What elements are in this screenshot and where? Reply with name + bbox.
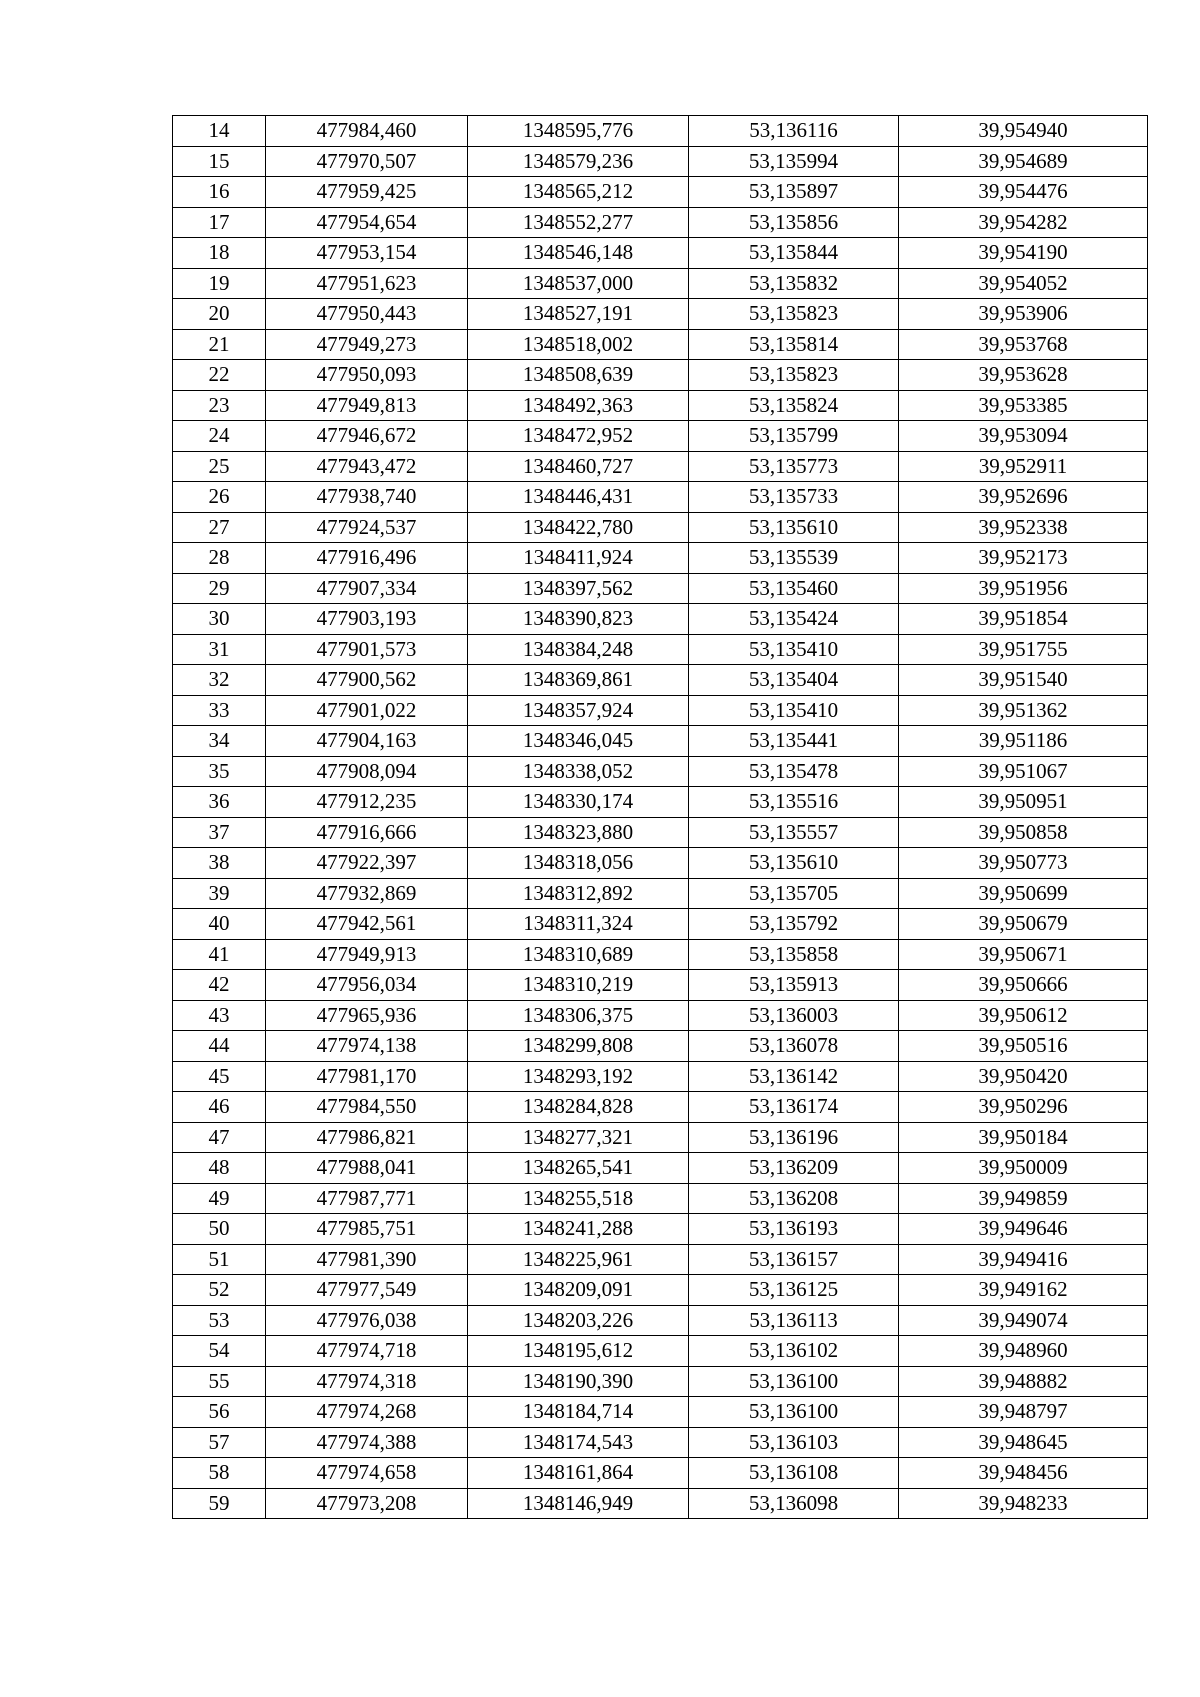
x-coordinate-cell: 477965,936 — [266, 1000, 468, 1031]
point-number-cell: 17 — [173, 207, 266, 238]
y-coordinate-cell: 1348579,236 — [468, 146, 689, 177]
longitude-cell: 39,953906 — [899, 299, 1148, 330]
longitude-cell: 39,950679 — [899, 909, 1148, 940]
x-coordinate-cell: 477912,235 — [266, 787, 468, 818]
point-number-cell: 40 — [173, 909, 266, 940]
x-coordinate-cell: 477946,672 — [266, 421, 468, 452]
point-number-cell: 41 — [173, 939, 266, 970]
latitude-cell: 53,136208 — [689, 1183, 899, 1214]
x-coordinate-cell: 477942,561 — [266, 909, 468, 940]
x-coordinate-cell: 477949,273 — [266, 329, 468, 360]
latitude-cell: 53,135705 — [689, 878, 899, 909]
longitude-cell: 39,953628 — [899, 360, 1148, 391]
y-coordinate-cell: 1348174,543 — [468, 1427, 689, 1458]
longitude-cell: 39,950858 — [899, 817, 1148, 848]
x-coordinate-cell: 477953,154 — [266, 238, 468, 269]
table-row — [173, 970, 1148, 1001]
table-row — [173, 543, 1148, 574]
x-coordinate-cell: 477987,771 — [266, 1183, 468, 1214]
latitude-cell: 53,135814 — [689, 329, 899, 360]
y-coordinate-cell: 1348318,056 — [468, 848, 689, 879]
y-coordinate-cell: 1348241,288 — [468, 1214, 689, 1245]
x-coordinate-cell: 477984,550 — [266, 1092, 468, 1123]
latitude-cell: 53,136157 — [689, 1244, 899, 1275]
latitude-cell: 53,136108 — [689, 1458, 899, 1489]
y-coordinate-cell: 1348312,892 — [468, 878, 689, 909]
y-coordinate-cell: 1348397,562 — [468, 573, 689, 604]
latitude-cell: 53,135844 — [689, 238, 899, 269]
y-coordinate-cell: 1348565,212 — [468, 177, 689, 208]
table-row — [173, 909, 1148, 940]
latitude-cell: 53,135858 — [689, 939, 899, 970]
point-number-cell: 21 — [173, 329, 266, 360]
longitude-cell: 39,952173 — [899, 543, 1148, 574]
x-coordinate-cell: 477916,666 — [266, 817, 468, 848]
x-coordinate-cell: 477974,718 — [266, 1336, 468, 1367]
y-coordinate-cell: 1348446,431 — [468, 482, 689, 513]
table-row — [173, 1061, 1148, 1092]
longitude-cell: 39,950009 — [899, 1153, 1148, 1184]
latitude-cell: 53,135832 — [689, 268, 899, 299]
latitude-cell: 53,135410 — [689, 695, 899, 726]
point-number-cell: 29 — [173, 573, 266, 604]
x-coordinate-cell: 477959,425 — [266, 177, 468, 208]
point-number-cell: 18 — [173, 238, 266, 269]
longitude-cell: 39,948645 — [899, 1427, 1148, 1458]
table-row — [173, 390, 1148, 421]
latitude-cell: 53,135733 — [689, 482, 899, 513]
x-coordinate-cell: 477900,562 — [266, 665, 468, 696]
y-coordinate-cell: 1348552,277 — [468, 207, 689, 238]
y-coordinate-cell: 1348203,226 — [468, 1305, 689, 1336]
longitude-cell: 39,952338 — [899, 512, 1148, 543]
x-coordinate-cell: 477974,388 — [266, 1427, 468, 1458]
longitude-cell: 39,951067 — [899, 756, 1148, 787]
table-row — [173, 1000, 1148, 1031]
latitude-cell: 53,136003 — [689, 1000, 899, 1031]
x-coordinate-cell: 477916,496 — [266, 543, 468, 574]
table-row — [173, 1275, 1148, 1306]
point-number-cell: 24 — [173, 421, 266, 452]
latitude-cell: 53,135460 — [689, 573, 899, 604]
table-row — [173, 1305, 1148, 1336]
x-coordinate-cell: 477984,460 — [266, 116, 468, 147]
table-row — [173, 268, 1148, 299]
x-coordinate-cell: 477924,537 — [266, 512, 468, 543]
table-row — [173, 360, 1148, 391]
point-number-cell: 49 — [173, 1183, 266, 1214]
point-number-cell: 38 — [173, 848, 266, 879]
point-number-cell: 26 — [173, 482, 266, 513]
y-coordinate-cell: 1348255,518 — [468, 1183, 689, 1214]
longitude-cell: 39,953385 — [899, 390, 1148, 421]
x-coordinate-cell: 477907,334 — [266, 573, 468, 604]
y-coordinate-cell: 1348146,949 — [468, 1488, 689, 1519]
point-number-cell: 23 — [173, 390, 266, 421]
table-row — [173, 1427, 1148, 1458]
table-row — [173, 787, 1148, 818]
longitude-cell: 39,949162 — [899, 1275, 1148, 1306]
y-coordinate-cell: 1348518,002 — [468, 329, 689, 360]
y-coordinate-cell: 1348184,714 — [468, 1397, 689, 1428]
latitude-cell: 53,135516 — [689, 787, 899, 818]
latitude-cell: 53,135897 — [689, 177, 899, 208]
x-coordinate-cell: 477949,813 — [266, 390, 468, 421]
point-number-cell: 14 — [173, 116, 266, 147]
coordinates-table — [172, 115, 1148, 1519]
table-row — [173, 1366, 1148, 1397]
table-row — [173, 299, 1148, 330]
latitude-cell: 53,136102 — [689, 1336, 899, 1367]
y-coordinate-cell: 1348310,219 — [468, 970, 689, 1001]
coordinates-table-body — [173, 116, 1148, 1519]
y-coordinate-cell: 1348225,961 — [468, 1244, 689, 1275]
y-coordinate-cell: 1348195,612 — [468, 1336, 689, 1367]
longitude-cell: 39,954282 — [899, 207, 1148, 238]
point-number-cell: 51 — [173, 1244, 266, 1275]
y-coordinate-cell: 1348161,864 — [468, 1458, 689, 1489]
y-coordinate-cell: 1348346,045 — [468, 726, 689, 757]
x-coordinate-cell: 477988,041 — [266, 1153, 468, 1184]
y-coordinate-cell: 1348527,191 — [468, 299, 689, 330]
table-row — [173, 1214, 1148, 1245]
point-number-cell: 36 — [173, 787, 266, 818]
point-number-cell: 45 — [173, 1061, 266, 1092]
point-number-cell: 25 — [173, 451, 266, 482]
longitude-cell: 39,948233 — [899, 1488, 1148, 1519]
x-coordinate-cell: 477938,740 — [266, 482, 468, 513]
x-coordinate-cell: 477974,138 — [266, 1031, 468, 1062]
point-number-cell: 37 — [173, 817, 266, 848]
longitude-cell: 39,950184 — [899, 1122, 1148, 1153]
table-row — [173, 146, 1148, 177]
longitude-cell: 39,950671 — [899, 939, 1148, 970]
longitude-cell: 39,949074 — [899, 1305, 1148, 1336]
y-coordinate-cell: 1348330,174 — [468, 787, 689, 818]
latitude-cell: 53,135441 — [689, 726, 899, 757]
table-row — [173, 512, 1148, 543]
longitude-cell: 39,950420 — [899, 1061, 1148, 1092]
x-coordinate-cell: 477956,034 — [266, 970, 468, 1001]
x-coordinate-cell: 477922,397 — [266, 848, 468, 879]
point-number-cell: 58 — [173, 1458, 266, 1489]
point-number-cell: 56 — [173, 1397, 266, 1428]
point-number-cell: 53 — [173, 1305, 266, 1336]
x-coordinate-cell: 477901,573 — [266, 634, 468, 665]
table-row — [173, 1183, 1148, 1214]
x-coordinate-cell: 477973,208 — [266, 1488, 468, 1519]
table-row — [173, 604, 1148, 635]
longitude-cell: 39,950773 — [899, 848, 1148, 879]
x-coordinate-cell: 477974,268 — [266, 1397, 468, 1428]
point-number-cell: 50 — [173, 1214, 266, 1245]
table-row — [173, 848, 1148, 879]
longitude-cell: 39,953768 — [899, 329, 1148, 360]
table-row — [173, 329, 1148, 360]
x-coordinate-cell: 477903,193 — [266, 604, 468, 635]
table-row — [173, 1397, 1148, 1428]
longitude-cell: 39,954190 — [899, 238, 1148, 269]
x-coordinate-cell: 477932,869 — [266, 878, 468, 909]
point-number-cell: 27 — [173, 512, 266, 543]
table-row — [173, 1336, 1148, 1367]
longitude-cell: 39,950516 — [899, 1031, 1148, 1062]
longitude-cell: 39,951755 — [899, 634, 1148, 665]
table-row — [173, 1488, 1148, 1519]
latitude-cell: 53,135823 — [689, 360, 899, 391]
y-coordinate-cell: 1348460,727 — [468, 451, 689, 482]
x-coordinate-cell: 477970,507 — [266, 146, 468, 177]
longitude-cell: 39,950699 — [899, 878, 1148, 909]
longitude-cell: 39,948882 — [899, 1366, 1148, 1397]
longitude-cell: 39,954052 — [899, 268, 1148, 299]
point-number-cell: 52 — [173, 1275, 266, 1306]
y-coordinate-cell: 1348508,639 — [468, 360, 689, 391]
table-row — [173, 726, 1148, 757]
point-number-cell: 22 — [173, 360, 266, 391]
longitude-cell: 39,954940 — [899, 116, 1148, 147]
latitude-cell: 53,135773 — [689, 451, 899, 482]
longitude-cell: 39,954476 — [899, 177, 1148, 208]
longitude-cell: 39,952911 — [899, 451, 1148, 482]
table-row — [173, 421, 1148, 452]
longitude-cell: 39,951854 — [899, 604, 1148, 635]
y-coordinate-cell: 1348310,689 — [468, 939, 689, 970]
x-coordinate-cell: 477908,094 — [266, 756, 468, 787]
point-number-cell: 57 — [173, 1427, 266, 1458]
latitude-cell: 53,136209 — [689, 1153, 899, 1184]
x-coordinate-cell: 477974,658 — [266, 1458, 468, 1489]
table-row — [173, 756, 1148, 787]
latitude-cell: 53,136098 — [689, 1488, 899, 1519]
table-row — [173, 116, 1148, 147]
latitude-cell: 53,135404 — [689, 665, 899, 696]
point-number-cell: 35 — [173, 756, 266, 787]
latitude-cell: 53,135610 — [689, 848, 899, 879]
y-coordinate-cell: 1348537,000 — [468, 268, 689, 299]
point-number-cell: 55 — [173, 1366, 266, 1397]
y-coordinate-cell: 1348299,808 — [468, 1031, 689, 1062]
latitude-cell: 53,136125 — [689, 1275, 899, 1306]
y-coordinate-cell: 1348492,363 — [468, 390, 689, 421]
latitude-cell: 53,135799 — [689, 421, 899, 452]
point-number-cell: 54 — [173, 1336, 266, 1367]
latitude-cell: 53,135557 — [689, 817, 899, 848]
y-coordinate-cell: 1348323,880 — [468, 817, 689, 848]
latitude-cell: 53,136100 — [689, 1397, 899, 1428]
y-coordinate-cell: 1348384,248 — [468, 634, 689, 665]
latitude-cell: 53,136142 — [689, 1061, 899, 1092]
y-coordinate-cell: 1348595,776 — [468, 116, 689, 147]
point-number-cell: 31 — [173, 634, 266, 665]
y-coordinate-cell: 1348306,375 — [468, 1000, 689, 1031]
longitude-cell: 39,948797 — [899, 1397, 1148, 1428]
table-row — [173, 1122, 1148, 1153]
latitude-cell: 53,135823 — [689, 299, 899, 330]
y-coordinate-cell: 1348411,924 — [468, 543, 689, 574]
latitude-cell: 53,135610 — [689, 512, 899, 543]
longitude-cell: 39,953094 — [899, 421, 1148, 452]
table-row — [173, 1031, 1148, 1062]
longitude-cell: 39,949646 — [899, 1214, 1148, 1245]
x-coordinate-cell: 477981,390 — [266, 1244, 468, 1275]
x-coordinate-cell: 477954,654 — [266, 207, 468, 238]
longitude-cell: 39,951186 — [899, 726, 1148, 757]
table-row — [173, 177, 1148, 208]
latitude-cell: 53,136100 — [689, 1366, 899, 1397]
latitude-cell: 53,135792 — [689, 909, 899, 940]
x-coordinate-cell: 477950,093 — [266, 360, 468, 391]
point-number-cell: 44 — [173, 1031, 266, 1062]
point-number-cell: 59 — [173, 1488, 266, 1519]
x-coordinate-cell: 477981,170 — [266, 1061, 468, 1092]
point-number-cell: 32 — [173, 665, 266, 696]
x-coordinate-cell: 477951,623 — [266, 268, 468, 299]
point-number-cell: 20 — [173, 299, 266, 330]
latitude-cell: 53,136196 — [689, 1122, 899, 1153]
longitude-cell: 39,950612 — [899, 1000, 1148, 1031]
point-number-cell: 15 — [173, 146, 266, 177]
table-row — [173, 482, 1148, 513]
latitude-cell: 53,136113 — [689, 1305, 899, 1336]
longitude-cell: 39,954689 — [899, 146, 1148, 177]
longitude-cell: 39,951362 — [899, 695, 1148, 726]
point-number-cell: 39 — [173, 878, 266, 909]
point-number-cell: 48 — [173, 1153, 266, 1184]
table-row — [173, 451, 1148, 482]
x-coordinate-cell: 477904,163 — [266, 726, 468, 757]
longitude-cell: 39,948456 — [899, 1458, 1148, 1489]
point-number-cell: 34 — [173, 726, 266, 757]
x-coordinate-cell: 477901,022 — [266, 695, 468, 726]
y-coordinate-cell: 1348209,091 — [468, 1275, 689, 1306]
latitude-cell: 53,136116 — [689, 116, 899, 147]
latitude-cell: 53,135478 — [689, 756, 899, 787]
table-row — [173, 817, 1148, 848]
latitude-cell: 53,136193 — [689, 1214, 899, 1245]
table-row — [173, 573, 1148, 604]
point-number-cell: 42 — [173, 970, 266, 1001]
longitude-cell: 39,952696 — [899, 482, 1148, 513]
x-coordinate-cell: 477985,751 — [266, 1214, 468, 1245]
y-coordinate-cell: 1348190,390 — [468, 1366, 689, 1397]
x-coordinate-cell: 477976,038 — [266, 1305, 468, 1336]
table-row — [173, 939, 1148, 970]
y-coordinate-cell: 1348338,052 — [468, 756, 689, 787]
y-coordinate-cell: 1348277,321 — [468, 1122, 689, 1153]
table-row — [173, 207, 1148, 238]
y-coordinate-cell: 1348369,861 — [468, 665, 689, 696]
latitude-cell: 53,135856 — [689, 207, 899, 238]
y-coordinate-cell: 1348472,952 — [468, 421, 689, 452]
point-number-cell: 19 — [173, 268, 266, 299]
point-number-cell: 30 — [173, 604, 266, 635]
longitude-cell: 39,950951 — [899, 787, 1148, 818]
table-row — [173, 1244, 1148, 1275]
point-number-cell: 47 — [173, 1122, 266, 1153]
x-coordinate-cell: 477950,443 — [266, 299, 468, 330]
table-row — [173, 1458, 1148, 1489]
table-row — [173, 1092, 1148, 1123]
table-row — [173, 634, 1148, 665]
longitude-cell: 39,948960 — [899, 1336, 1148, 1367]
longitude-cell: 39,950296 — [899, 1092, 1148, 1123]
table-row — [173, 878, 1148, 909]
x-coordinate-cell: 477943,472 — [266, 451, 468, 482]
table-row — [173, 1153, 1148, 1184]
point-number-cell: 46 — [173, 1092, 266, 1123]
y-coordinate-cell: 1348311,324 — [468, 909, 689, 940]
latitude-cell: 53,135824 — [689, 390, 899, 421]
longitude-cell: 39,949416 — [899, 1244, 1148, 1275]
x-coordinate-cell: 477977,549 — [266, 1275, 468, 1306]
longitude-cell: 39,951540 — [899, 665, 1148, 696]
latitude-cell: 53,135994 — [689, 146, 899, 177]
longitude-cell: 39,950666 — [899, 970, 1148, 1001]
longitude-cell: 39,951956 — [899, 573, 1148, 604]
y-coordinate-cell: 1348390,823 — [468, 604, 689, 635]
longitude-cell: 39,949859 — [899, 1183, 1148, 1214]
table-row — [173, 665, 1148, 696]
y-coordinate-cell: 1348293,192 — [468, 1061, 689, 1092]
point-number-cell: 43 — [173, 1000, 266, 1031]
y-coordinate-cell: 1348422,780 — [468, 512, 689, 543]
x-coordinate-cell: 477986,821 — [266, 1122, 468, 1153]
latitude-cell: 53,136078 — [689, 1031, 899, 1062]
y-coordinate-cell: 1348284,828 — [468, 1092, 689, 1123]
y-coordinate-cell: 1348546,148 — [468, 238, 689, 269]
y-coordinate-cell: 1348357,924 — [468, 695, 689, 726]
point-number-cell: 28 — [173, 543, 266, 574]
x-coordinate-cell: 477974,318 — [266, 1366, 468, 1397]
x-coordinate-cell: 477949,913 — [266, 939, 468, 970]
latitude-cell: 53,135410 — [689, 634, 899, 665]
latitude-cell: 53,136174 — [689, 1092, 899, 1123]
y-coordinate-cell: 1348265,541 — [468, 1153, 689, 1184]
latitude-cell: 53,135913 — [689, 970, 899, 1001]
point-number-cell: 33 — [173, 695, 266, 726]
table-row — [173, 238, 1148, 269]
point-number-cell: 16 — [173, 177, 266, 208]
latitude-cell: 53,136103 — [689, 1427, 899, 1458]
latitude-cell: 53,135424 — [689, 604, 899, 635]
latitude-cell: 53,135539 — [689, 543, 899, 574]
table-row — [173, 695, 1148, 726]
